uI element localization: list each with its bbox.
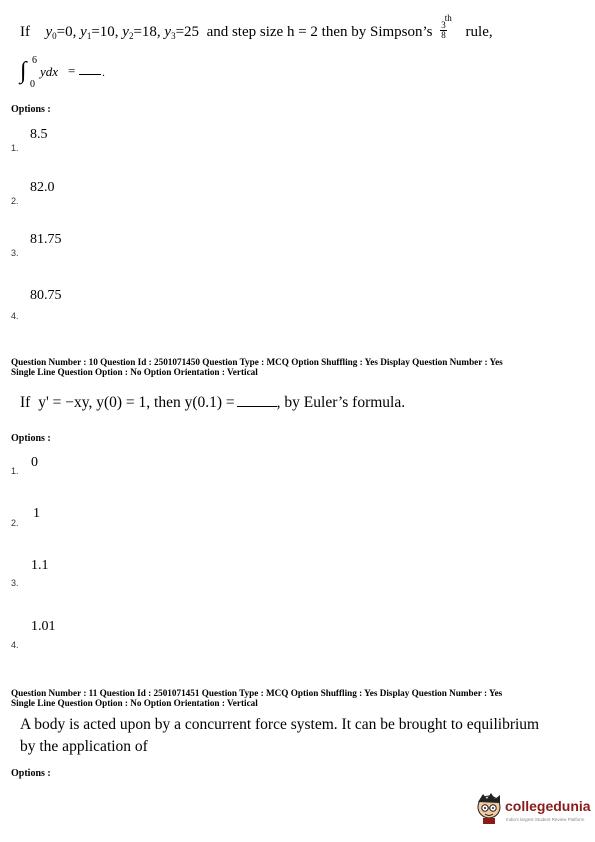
q10-meta-line2: Single Line Question Option : No Option Orientation : Vertical [11, 367, 258, 377]
q10-meta-line1: Question Number : 10 Question Id : 2501071450 Question Type : MCQ Option Shuffling : Yes Display Question Number : Yes [11, 357, 503, 367]
integral-upper: 6 [32, 55, 37, 66]
q9-if: If [20, 24, 30, 40]
answer-blank [79, 66, 101, 75]
q9-frac-sup: th [444, 13, 452, 23]
q9-option-2-value[interactable]: 82.0 [30, 180, 55, 195]
q11-meta-line1: Question Number : 11 Question Id : 2501071451 Question Type : MCQ Option Shuffling : Yes Display Question Number : Yes [11, 688, 503, 698]
q9-rule: rule, [465, 24, 493, 40]
integral-equals: = [68, 63, 76, 78]
q10-option-4-number: 4. [11, 640, 19, 650]
q9-options-label: Options : [11, 104, 51, 115]
mascot-icon [474, 790, 504, 824]
q10-option-4-value[interactable]: 1.01 [31, 619, 56, 634]
logo-tagline: India's largest Student Review Platform [506, 817, 585, 822]
q9-stem [20, 13, 493, 42]
q9-option-1-value[interactable]: 8.5 [30, 127, 48, 142]
logo-brand: collegedunia [505, 798, 591, 814]
q10-option-1-number: 1. [11, 466, 19, 476]
q10-tail: , by Euler’s formula. [276, 394, 406, 411]
q11-meta-line2: Single Line Question Option : No Option Orientation : Vertical [11, 698, 258, 708]
q10-option-2-number: 2. [11, 518, 19, 528]
q10-equation: y' = −xy, y(0) = 1, then y(0.1) = [38, 394, 235, 411]
blank-period: . [102, 65, 105, 79]
q9-fraction: $\frac{3}{8}$ [441, 20, 446, 41]
q9-option-4-value[interactable]: 80.75 [30, 288, 62, 303]
q10-option-2-value[interactable]: 1 [33, 506, 40, 521]
q11-options-label: Options : [11, 768, 51, 779]
q9-integral [20, 55, 140, 91]
q10-options-label: Options : [11, 433, 51, 444]
integrand: ydx [40, 64, 59, 79]
q9-mid-text: and step size h = 2 then by Simpson’s [206, 24, 433, 40]
q9-option-3-number: 3. [11, 248, 19, 258]
q11-stem-line2: by the application of [20, 738, 148, 755]
q10-option-1-value[interactable]: 0 [31, 455, 38, 470]
q9-option-4-number: 4. [11, 311, 19, 321]
q10-option-3-value[interactable]: 1.1 [31, 558, 49, 573]
integral-lower: 0 [30, 79, 35, 90]
q10-answer-blank [237, 398, 277, 407]
q10-stem [20, 392, 405, 414]
collegedunia-logo [474, 790, 590, 830]
q9-option-2-number: 2. [11, 196, 19, 206]
q9-option-1-number: 1. [11, 143, 19, 153]
q11-stem-line1: A body is acted upon by a concurrent force system. It can be brought to equilibrium [20, 716, 540, 733]
q9-option-3-value[interactable]: 81.75 [30, 232, 62, 247]
q10-if: If [20, 394, 31, 411]
q10-option-3-number: 3. [11, 578, 19, 588]
integral-sign: ∫ [20, 58, 27, 84]
q9-values: $y_0=0$, $y_1=10$, $y_2=18$, $y_3=25$ [45, 24, 200, 41]
